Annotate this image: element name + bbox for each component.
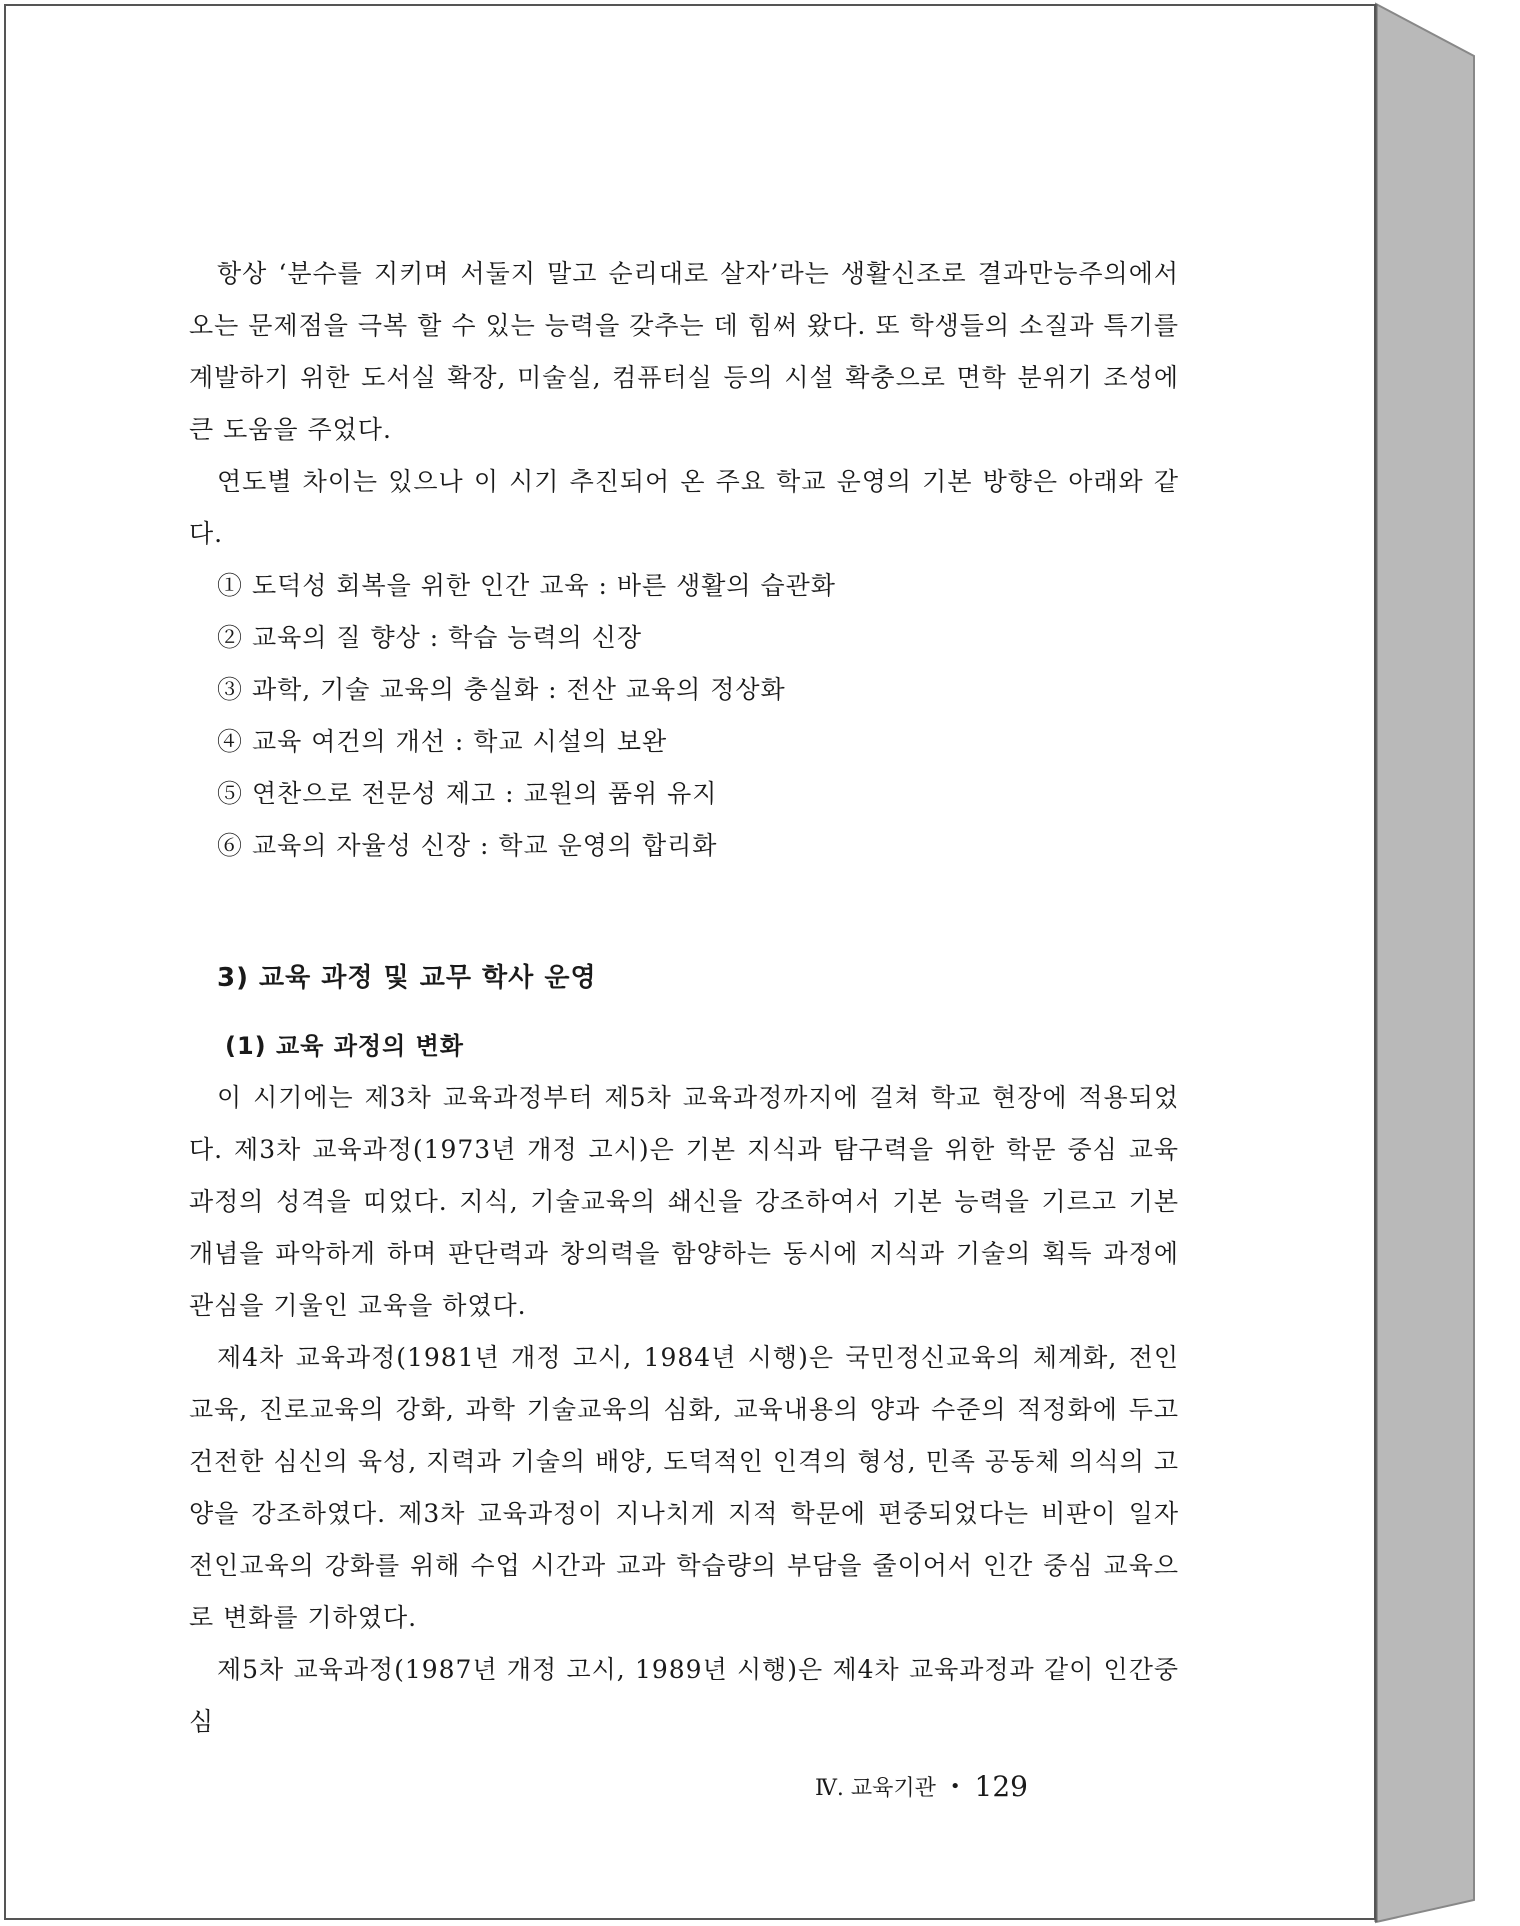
list-item: ⑥ 교육의 자율성 신장 : 학교 운영의 합리화 — [217, 831, 718, 860]
paragraph-basic-direction-intro: 연도별 차이는 있으나 이 시기 추진되어 온 주요 학교 운영의 기본 방향은 아래와 같다. — [189, 467, 1179, 548]
chapter-label: Ⅳ. 교육기관 — [814, 1776, 936, 1801]
list-item: ② 교육의 질 향상 : 학습 능력의 신장 — [217, 623, 643, 652]
list-item: ④ 교육 여건의 개선 : 학교 시설의 보완 — [217, 727, 668, 756]
paragraph-3rd-curriculum: 이 시기에는 제3차 교육과정부터 제5차 교육과정까지에 걸쳐 학교 현장에 적용되었다. 제3차 교육과정(1973년 개정 고시)은 기본 지식과 탐구력을 위한 학문 중심 교육과정의 성격을 띠었다. 지식, 기술교육의 쇄신을 강조하여서 기본 능력을 기르고 기본 개념을 파악하게 하며 판단력과 창의력을 함양하는 동시에 지식과 기술의 획득 과정에 관심을 기울인 교육을 하였다. — [189, 1083, 1179, 1320]
page-number: 129 — [974, 1770, 1028, 1803]
list-item: ③ 과학, 기술 교육의 충실화 : 전산 교육의 정상화 — [217, 675, 786, 704]
page-body — [189, 248, 1179, 1748]
list-item: ① 도덕성 회복을 위한 인간 교육 : 바른 생활의 습관화 — [217, 571, 836, 600]
paragraph-school-motto: 항상 ‘분수를 지키며 서둘지 말고 순리대로 살자’라는 생활신조로 결과만능주의에서 오는 문제점을 극복 할 수 있는 능력을 갖추는 데 힘써 왔다. 또 학생들의 소질과 특기를 계발하기 위한 도서실 확장, 미술실, 컴퓨터실 등의 시설 확충으로 면학 분위기 조성에 큰 도움을 주었다. — [189, 259, 1179, 444]
subsection-heading: (1) 교육 과정의 변화 — [225, 1032, 464, 1060]
paragraph-5th-curriculum: 제5차 교육과정(1987년 개정 고시, 1989년 시행)은 제4차 교육과정과 같이 인간중심 — [189, 1655, 1179, 1736]
section-heading: 3) 교육 과정 및 교무 학사 운영 — [217, 963, 597, 993]
footer-bullet-icon: • — [949, 1776, 961, 1797]
paragraph-4th-curriculum: 제4차 교육과정(1981년 개정 고시, 1984년 시행)은 국민정신교육의 체계화, 전인교육, 진로교육의 강화, 과학 기술교육의 심화, 교육내용의 양과 수준의 적정화에 두고 건전한 심신의 육성, 지력과 기술의 배양, 도덕적인 인격의 형성, 민족 공동체 의식의 고양을 강조하였다. 제3차 교육과정이 지나치게 지적 학문에 편중되었다는 비판이 일자 전인교육의 강화를 위해 수업 시간과 교과 학습량의 부담을 줄이어서 인간 중심 교육으로 변화를 기하였다. — [189, 1343, 1179, 1632]
basic-direction-list — [189, 560, 1179, 872]
list-item: ⑤ 연찬으로 전문성 제고 : 교원의 품위 유지 — [217, 779, 718, 808]
document-page — [4, 4, 1376, 1920]
page-footer — [815, 1770, 1028, 1803]
